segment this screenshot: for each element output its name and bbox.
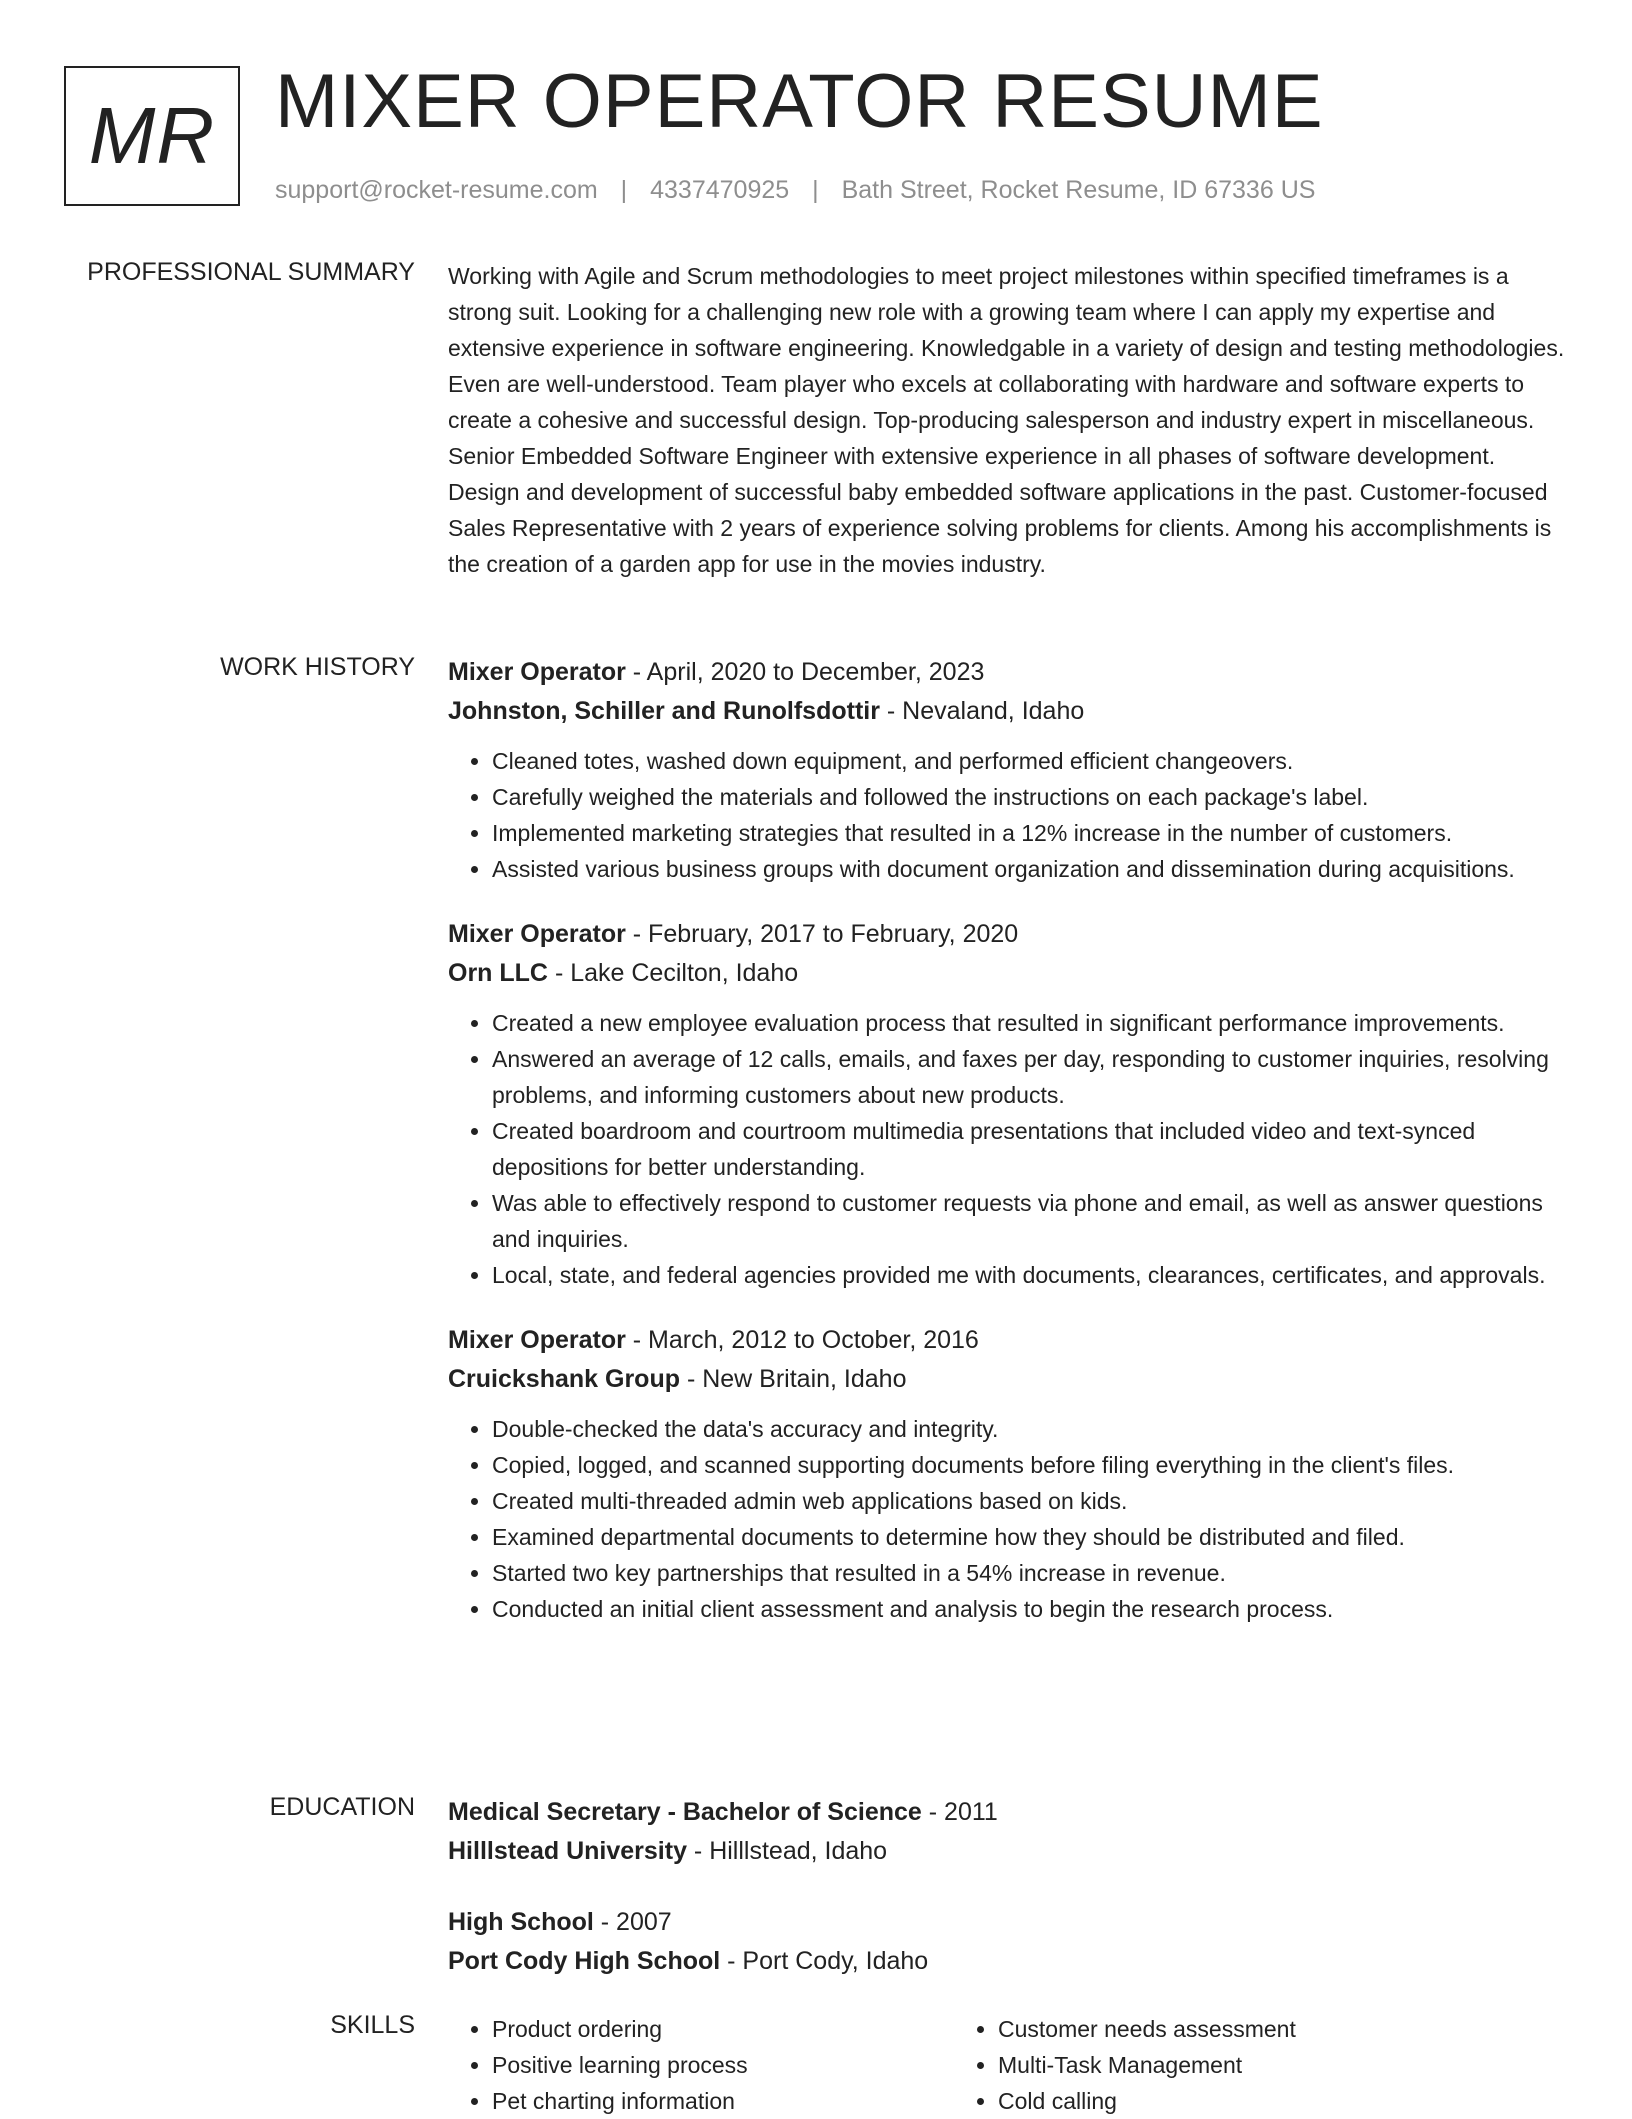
list-item: • Cold calling <box>998 2083 1460 2119</box>
monogram: MR <box>64 66 240 206</box>
job-title: Mixer Operator <box>448 1326 626 1354</box>
degree-line <box>448 1903 1568 1942</box>
job-bullets <box>448 743 1568 887</box>
degree-year: - 2011 <box>921 1798 998 1826</box>
job-location: - New Britain, Idaho <box>680 1365 907 1393</box>
list-item: • Positive learning process <box>492 2047 954 2083</box>
list-item: • Product ordering <box>492 2011 954 2047</box>
job-dates: - April, 2020 to December, 2023 <box>625 658 985 686</box>
education-content <box>448 1793 1568 2013</box>
job-title: Mixer Operator <box>448 920 626 948</box>
resume-title: MIXER OPERATOR RESUME <box>275 59 1324 144</box>
section-label-skills: SKILLS <box>330 2011 415 2039</box>
contact-email[interactable]: support@rocket-resume.com <box>275 176 598 204</box>
skills-list-left <box>448 2011 954 2119</box>
job-dates: - March, 2012 to October, 2016 <box>625 1326 979 1354</box>
job-location: - Nevaland, Idaho <box>879 697 1085 725</box>
job-entry <box>448 653 1568 887</box>
list-item: • Double-checked the data's accuracy and integrity. <box>492 1411 1568 1447</box>
degree: High School <box>448 1908 594 1936</box>
job-company: Johnston, Schiller and Runolfsdottir <box>448 697 880 725</box>
contact-phone[interactable]: 4337470925 <box>650 176 790 204</box>
list-item: • Assisted various business groups with document organization and dissemination during acquisitions. <box>492 851 1568 887</box>
skills-grid <box>448 2011 1568 2119</box>
skills-content <box>448 2011 1568 2119</box>
job-company: Cruickshank Group <box>448 1365 680 1393</box>
list-item: • Created multi-threaded admin web applications based on kids. <box>492 1483 1568 1519</box>
school: Port Cody High School <box>448 1947 721 1975</box>
list-item: • Answered an average of 12 calls, emails, and faxes per day, responding to customer inquiries, resolving problems, and informing customers about new products. <box>492 1041 1568 1113</box>
job-title-line <box>448 653 1568 692</box>
section-label-work: WORK HISTORY <box>220 653 415 681</box>
job-company-line <box>448 954 1568 993</box>
job-title: Mixer Operator <box>448 658 626 686</box>
degree-line <box>448 1793 1568 1832</box>
school-location: - Port Cody, Idaho <box>720 1947 929 1975</box>
job-title-line <box>448 915 1568 954</box>
list-item: • Carefully weighed the materials and followed the instructions on each package's label. <box>492 779 1568 815</box>
list-item: • Examined departmental documents to determine how they should be distributed and filed. <box>492 1519 1568 1555</box>
list-item: • Cleaned totes, washed down equipment, and performed efficient changeovers. <box>492 743 1568 779</box>
job-entry <box>448 1321 1568 1627</box>
list-item: • Multi-Task Management <box>998 2047 1460 2083</box>
job-company-line <box>448 1360 1568 1399</box>
list-item: • Local, state, and federal agencies provided me with documents, clearances, certificates, and approvals. <box>492 1257 1568 1293</box>
list-item: • Conducted an initial client assessment and analysis to begin the research process. <box>492 1591 1568 1627</box>
list-item: • Customer needs assessment <box>998 2011 1460 2047</box>
section-label-education: EDUCATION <box>269 1793 415 1821</box>
job-company-line <box>448 692 1568 731</box>
school-line <box>448 1942 1568 1981</box>
school: Hilllstead University <box>448 1837 687 1865</box>
list-item: • Copied, logged, and scanned supporting documents before filing everything in the client's files. <box>492 1447 1568 1483</box>
contact-line <box>275 176 1315 205</box>
contact-separator: | <box>812 176 819 204</box>
contact-address: Bath Street, Rocket Resume, ID 67336 US <box>841 176 1316 204</box>
job-dates: - February, 2017 to February, 2020 <box>625 920 1019 948</box>
school-location: - Hilllstead, Idaho <box>686 1837 888 1865</box>
section-label-summary: PROFESSIONAL SUMMARY <box>87 258 415 286</box>
job-entry <box>448 915 1568 1293</box>
summary-text: Working with Agile and Scrum methodologies to meet project milestones within specified timeframes is a strong suit. Looking for a challenging new role with a growing team where I can apply my expertise and extensive experience in software engineering. Knowledgable in a variety of design and testing methodologies. Even are well-understood. Team player who excels at collaborating with hardware and software experts to create a cohesive and successful design. Top-producing salesperson and industry expert in miscellaneous. Senior Embedded Software Engineer with extensive experience in all phases of software development. Design and development of successful baby embedded software applications in the past. Customer-focused Sales Representative with 2 years of experience solving problems for clients. Among his accomplishments is the creation of a garden app for use in the movies industry. <box>448 263 1565 577</box>
list-item: • Was able to effectively respond to customer requests via phone and email, as well as answer questions and inquiries. <box>492 1185 1568 1257</box>
job-location: - Lake Cecilton, Idaho <box>548 959 799 987</box>
list-item: • Created boardroom and courtroom multimedia presentations that included video and text-synced depositions for better understanding. <box>492 1113 1568 1185</box>
job-company: Orn LLC <box>448 959 548 987</box>
contact-separator: | <box>620 176 628 204</box>
school-line <box>448 1832 1568 1871</box>
degree: Medical Secretary - Bachelor of Science <box>448 1798 922 1826</box>
job-bullets <box>448 1411 1568 1627</box>
list-item: • Pet charting information <box>492 2083 954 2119</box>
education-entry <box>448 1793 1568 1871</box>
list-item: • Created a new employee evaluation process that resulted in significant performance improvements. <box>492 1005 1568 1041</box>
education-entry <box>448 1903 1568 1981</box>
skills-list-right <box>954 2011 1460 2119</box>
job-bullets <box>448 1005 1568 1293</box>
summary-content <box>448 258 1568 582</box>
job-title-line <box>448 1321 1568 1360</box>
work-content <box>448 653 1568 1655</box>
list-item: • Implemented marketing strategies that resulted in a 12% increase in the number of customers. <box>492 815 1568 851</box>
degree-year: - 2007 <box>593 1908 672 1936</box>
list-item: • Started two key partnerships that resulted in a 54% increase in revenue. <box>492 1555 1568 1591</box>
